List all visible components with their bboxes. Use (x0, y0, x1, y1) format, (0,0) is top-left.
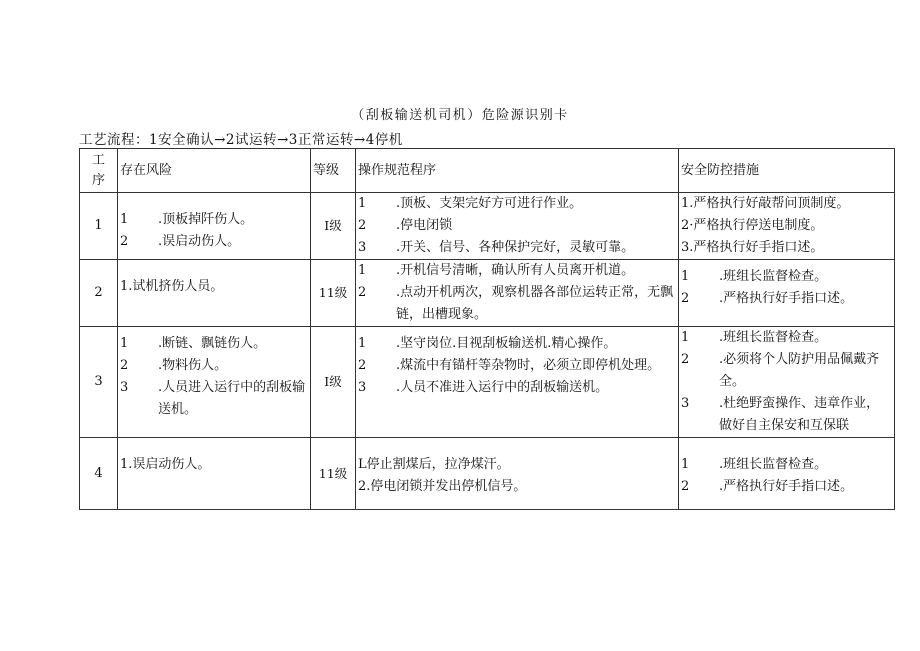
risk-cell: 1 .顶板掉阡伤人。 2 .误启动伤人。 (118, 193, 311, 260)
header-row (80, 149, 895, 193)
measures-cell: 1.严格执行好敲帮问顶制度。 2·严格执行停送电制度。 3.严格执行好手指口述。 (679, 193, 895, 260)
hazard-table (79, 148, 895, 510)
measures-cell: 1 .班组长监督检查。 2 .严格执行好手指口述。 (679, 260, 895, 327)
header-procedure: 操作规范程序 (356, 149, 679, 193)
level-cell: I级 (311, 193, 356, 260)
row-number: 4 (80, 438, 118, 510)
header-risk: 存在风险 (118, 149, 311, 193)
row-number: 3 (80, 327, 118, 438)
risk-cell: 1.试机挤伤人员。 (118, 260, 311, 327)
header-measures: 安全防控措施 (679, 149, 895, 193)
table-row (80, 327, 895, 438)
risk-cell: 1 .断链、飘链伤人。 2 .物料伤人。 3 .人员进入运行中的刮板输送机。 (118, 327, 311, 438)
procedure-cell: 1 .顶板、支架完好方可进行作业。 2 .停电闭锁 3 .开关、信号、各种保护完好，灵敏可靠。 (356, 193, 679, 260)
table-row (80, 438, 895, 510)
header-level: 等级 (311, 149, 356, 193)
procedure-cell: L停止割煤后，拉净煤汗。 2.停电闭锁并发出停机信号。 (356, 438, 679, 510)
level-cell: I级 (311, 327, 356, 438)
header-process-no: 工 序 (80, 149, 118, 193)
measures-cell: 1 .班组长监督检查。 2 .严格执行好手指口述。 (679, 438, 895, 510)
procedure-cell: 1 .坚守岗位.目视刮板输送机.精心操作。 2 .煤流中有锚杆等杂物时，必须立即停机处理。 3 .人员不准进入运行中的刮板输送机。 (356, 327, 679, 438)
table-row (80, 260, 895, 327)
level-cell: 11级 (311, 438, 356, 510)
procedure-cell: 1 .开机信号清晰，确认所有人员离开机道。 2 .点动开机两次，观察机器各部位运转正常，无飘链，出槽现象。 (356, 260, 679, 327)
row-number: 1 (80, 193, 118, 260)
row-number: 2 (80, 260, 118, 327)
table-row (80, 193, 895, 260)
card-title: （刮板输送机司机）危险源识别卡 (351, 108, 569, 123)
risk-cell: 1.误启动伤人。 (118, 438, 311, 510)
process-flow: 工艺流程：1安全确认→2试运转→3正常运转→4停机 (79, 132, 403, 148)
level-cell: 11级 (311, 260, 356, 327)
measures-cell: 1 .班组长监督检查。 2 .必须将个人防护用品佩戴齐全。 3 .杜绝野蛮操作、违章作业，做好自主保安和互保联 (679, 327, 895, 438)
